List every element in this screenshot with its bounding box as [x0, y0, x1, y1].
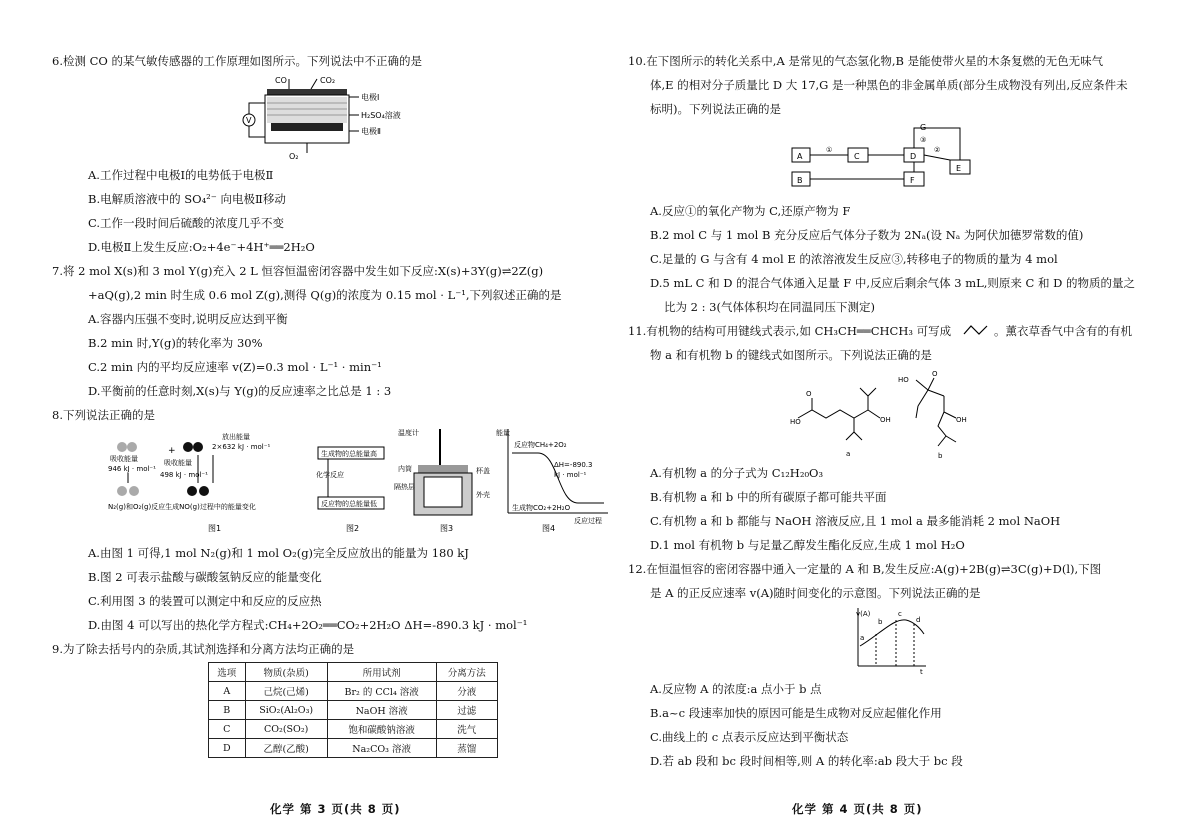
q11-stem-2: 物 a 和有机物 b 的键线式如图所示。下列说法正确的是: [650, 348, 932, 362]
table-cell: 过滤: [436, 701, 497, 720]
q7-option-b: B.2 min 时,Y(g)的转化率为 30%: [88, 336, 263, 350]
graph-point-b: b: [878, 618, 883, 626]
page-footer-right: 化学 第 4 页(共 8 页): [792, 802, 923, 816]
fig4-unit: kJ · mol⁻¹: [554, 471, 587, 479]
table-row: [209, 720, 498, 739]
fig1-release: 放出能量: [222, 433, 250, 441]
q7-option-d: D.平衡前的任意时刻,X(s)与 Y(g)的反应速率之比总是 1 : 3: [88, 384, 392, 398]
page-footer-left: 化学 第 3 页(共 8 页): [270, 802, 401, 816]
diagram-f: F: [910, 176, 915, 185]
diagram-g: G: [920, 123, 927, 132]
co2-label: CO₂: [320, 76, 336, 85]
fig1-label: 图1: [208, 524, 222, 533]
fig1-absorb-1: 吸收能量: [110, 455, 138, 463]
table-cell: C: [209, 720, 246, 739]
fig3-thermometer: 温度计: [398, 429, 419, 437]
mol-b-oh: OH: [956, 416, 967, 424]
fig4-label: 图4: [542, 524, 556, 533]
table-cell: CO₂(SO₂): [245, 720, 327, 739]
co2-arrow: [311, 79, 317, 89]
q11-option-c: C.有机物 a 和 b 都能与 NaOH 溶液反应,且 1 mol a 最多能消耗 2 mol NaOH: [650, 514, 1061, 528]
q10-option-d-1: D.5 mL C 和 D 的混合气体通入足量 F 中,反应后剩余气体 3 mL,则原来 C 和 D 的物质的量之: [650, 276, 1136, 290]
h2so4-label: H₂SO₄溶液: [361, 111, 401, 120]
fig3-label: 图3: [440, 524, 454, 533]
diagram-b: B: [797, 176, 803, 185]
fig1-release-value: 2×632 kJ · mol⁻¹: [212, 443, 271, 451]
fig2-bottom: 反应物的总能量低: [321, 500, 377, 508]
fig3-insulation: 隔热层: [394, 483, 415, 491]
table-cell: B: [209, 701, 246, 720]
table-cell: D: [209, 739, 246, 758]
table-cell: 饱和碳酸钠溶液: [327, 720, 436, 739]
co-label: CO: [275, 76, 287, 85]
table-cell: 乙醇(乙酸): [245, 739, 327, 758]
table-cell: NaOH 溶液: [327, 701, 436, 720]
e1-label: 电极Ⅰ: [361, 93, 380, 102]
q8-option-c: C.利用图 3 的装置可以测定中和反应的反应热: [88, 594, 322, 608]
fig1-absorb-2: 吸收能量: [164, 459, 192, 467]
fig4-dh: ΔH=-890.3: [554, 461, 593, 469]
diagram-r2: ②: [934, 146, 941, 154]
q12-option-c: C.曲线上的 c 点表示反应达到平衡状态: [650, 730, 849, 744]
fig4-reactants: 反应物CH₄+2O₂: [514, 441, 567, 449]
q7-stem-1: 7.将 2 mol X(s)和 3 mol Y(g)充入 2 L 恒容恒温密闭容器中发生如下反应:X(s)+3Y(g)⇌2Z(g): [52, 264, 544, 278]
q8-option-d: D.由图 4 可以写出的热化学方程式:CH₄+2O₂══CO₂+2H₂O ΔH=-890.3 kJ · mol⁻¹: [88, 618, 528, 632]
table-header: 选项: [209, 663, 246, 682]
q10-stem-2: 体,E 的相对分子质量比 D 大 17,G 是一种黑色的非金属单质(部分生成物没有列出,反应条件未: [650, 78, 1128, 92]
q8-option-b: B.图 2 可表示盐酸与碳酸氢钠反应的能量变化: [88, 570, 322, 584]
q6-option-b: B.电解质溶液中的 SO₄²⁻ 向电极Ⅱ移动: [88, 192, 286, 206]
table-header-row: [209, 663, 498, 682]
q12-option-b: B.a~c 段速率加快的原因可能是生成物对反应起催化作用: [650, 706, 942, 720]
q12-stem-1: 12.在恒温恒容的密闭容器中通入一定量的 A 和 B,发生反应:A(g)+2B(g)⇌3C(g)+D(l),下图: [628, 562, 1102, 576]
fig3-inner: 内筒: [398, 465, 412, 473]
diagram-d: D: [910, 152, 917, 161]
q8-stem: 8.下列说法正确的是: [52, 408, 155, 422]
mol-a-oh: OH: [880, 416, 891, 424]
mol-b-o: O: [932, 370, 938, 378]
q7-option-c: C.2 min 内的平均反应速率 v(Z)=0.3 mol · L⁻¹ · min⁻¹: [88, 360, 382, 374]
table-cell: 分液: [436, 682, 497, 701]
o2-label: O₂: [289, 152, 299, 161]
q7-option-a: A.容器内压强不变时,说明反应达到平衡: [88, 312, 288, 326]
voltmeter-label: V: [246, 116, 252, 125]
q12-option-d: D.若 ab 段和 bc 段时间相等,则 A 的转化率:ab 段大于 bc 段: [650, 754, 963, 768]
fig1-absorb-2-value: 498 kJ · mol⁻¹: [160, 471, 208, 479]
q6-option-a: A.工作过程中电极Ⅰ的电势低于电极Ⅱ: [88, 168, 274, 182]
table-cell: Na₂CO₃ 溶液: [327, 739, 436, 758]
mol-a-ho: HO: [790, 418, 801, 426]
q10-option-d-2: 比为 2 : 3(气体体积均在同温同压下测定): [664, 300, 875, 314]
graph-xlabel: t: [920, 668, 923, 676]
fig2-top: 生成物的总能量高: [321, 450, 377, 458]
q11-option-a: A.有机物 a 的分子式为 C₁₂H₂₀O₃: [650, 466, 824, 480]
q9-table: [208, 662, 498, 758]
table-header: 物质(杂质): [245, 663, 327, 682]
q10-option-b: B.2 mol C 与 1 mol B 充分反应后气体分子数为 2Nₐ(设 Nₐ 为阿伏加德罗常数的值): [650, 228, 1084, 242]
q6-sensor-figure: [237, 73, 437, 165]
fig2-mid: 化学反应: [316, 471, 344, 479]
diagram-a: A: [797, 152, 803, 161]
diagram-e: E: [956, 164, 962, 173]
q6-option-c: C.工作一段时间后硫酸的浓度几乎不变: [88, 216, 285, 230]
q11-option-b: B.有机物 a 和 b 中的所有碳原子都可能共平面: [650, 490, 887, 504]
table-cell: Br₂ 的 CCl₄ 溶液: [327, 682, 436, 701]
diagram-r1: ①: [826, 146, 833, 154]
q11-stem-1b: 。薰衣草香气中含有的有机: [994, 324, 1132, 338]
graph-point-d: d: [916, 616, 921, 624]
fig3-lid: 杯盖: [476, 467, 490, 475]
q10-option-c: C.足量的 G 与含有 4 mol E 的浓溶液发生反应③,转移电子的物质的量为 4 mol: [650, 252, 1058, 266]
table-row: [209, 739, 498, 758]
fig4-ylabel: 能量: [496, 429, 510, 437]
q12-rate-graph: [850, 604, 930, 676]
svg-text:+: +: [168, 446, 176, 456]
e2-label: 电极Ⅱ: [361, 127, 381, 136]
q10-option-a: A.反应①的氧化产物为 C,还原产物为 F: [650, 204, 851, 218]
table-cell: 蒸馏: [436, 739, 497, 758]
q8-figures: [88, 425, 608, 540]
table-cell: 己烷(己烯): [245, 682, 327, 701]
fig1-caption: N₂(g)和O₂(g)反应生成NO(g)过程中的能量变化: [108, 503, 256, 511]
mol-b-ho: HO: [898, 376, 909, 384]
table-cell: A: [209, 682, 246, 701]
graph-point-c: c: [898, 610, 902, 618]
q6-option-d: D.电极Ⅱ上发生反应:O₂+4e⁻+4H⁺══2H₂O: [88, 240, 315, 254]
q10-stem-1: 10.在下图所示的转化关系中,A 是常见的气态氢化物,B 是能使带火星的木条复燃的无色无味气: [628, 54, 1104, 68]
mol-b-label: b: [938, 452, 943, 460]
mol-a-label: a: [846, 450, 851, 458]
electrode-2: [271, 123, 343, 131]
fig4-products: 生成物CO₂+2H₂O: [512, 504, 571, 512]
table-header: 分离方法: [436, 663, 497, 682]
table-cell: 洗气: [436, 720, 497, 739]
left-page: [52, 0, 612, 827]
q12-stem-2: 是 A 的正反应速率 v(A)随时间变化的示意图。下列说法正确的是: [650, 586, 981, 600]
fig2-label: 图2: [346, 524, 360, 533]
fig1-absorb-1-value: 946 kJ · mol⁻¹: [108, 465, 156, 473]
diagram-c: C: [854, 152, 860, 161]
electrolyte: [267, 97, 347, 123]
q11-structures: [788, 366, 988, 460]
q12-option-a: A.反应物 A 的浓度:a 点小于 b 点: [650, 682, 822, 696]
diagram-r3: ③: [920, 136, 927, 144]
q7-stem-2: +aQ(g),2 min 时生成 0.6 mol Z(g),测得 Q(g)的浓度为 0.15 mol · L⁻¹,下列叙述正确的是: [88, 288, 562, 302]
graph-ylabel: v(A): [856, 610, 871, 618]
fig4-xlabel: 反应过程: [574, 517, 602, 525]
q10-conversion-diagram: [788, 118, 988, 198]
fig3-outer: 外壳: [476, 491, 490, 499]
mol-a-o: O: [806, 390, 812, 398]
q9-stem: 9.为了除去括号内的杂质,其试剂选择和分离方法均正确的是: [52, 642, 355, 656]
table-cell: SiO₂(Al₂O₃): [245, 701, 327, 720]
q6-stem: 6.检测 CO 的某气敏传感器的工作原理如图所示。下列说法中不正确的是: [52, 54, 423, 68]
table-row: [209, 682, 498, 701]
q11-option-d: D.1 mol 有机物 b 与足量乙醇发生酯化反应,生成 1 mol H₂O: [650, 538, 965, 552]
butene-skeletal-icon: [962, 322, 990, 338]
graph-point-a: a: [860, 634, 865, 642]
right-page: [628, 0, 1188, 827]
electrode-1: [267, 89, 347, 95]
q11-stem-1: 11.有机物的结构可用键线式表示,如 CH₃CH══CHCH₃ 可写成: [628, 324, 952, 338]
table-header: 所用试剂: [327, 663, 436, 682]
table-row: [209, 701, 498, 720]
q10-stem-3: 标明)。下列说法正确的是: [650, 102, 781, 116]
q8-option-a: A.由图 1 可得,1 mol N₂(g)和 1 mol O₂(g)完全反应放出的能量为 180 kJ: [88, 546, 469, 560]
